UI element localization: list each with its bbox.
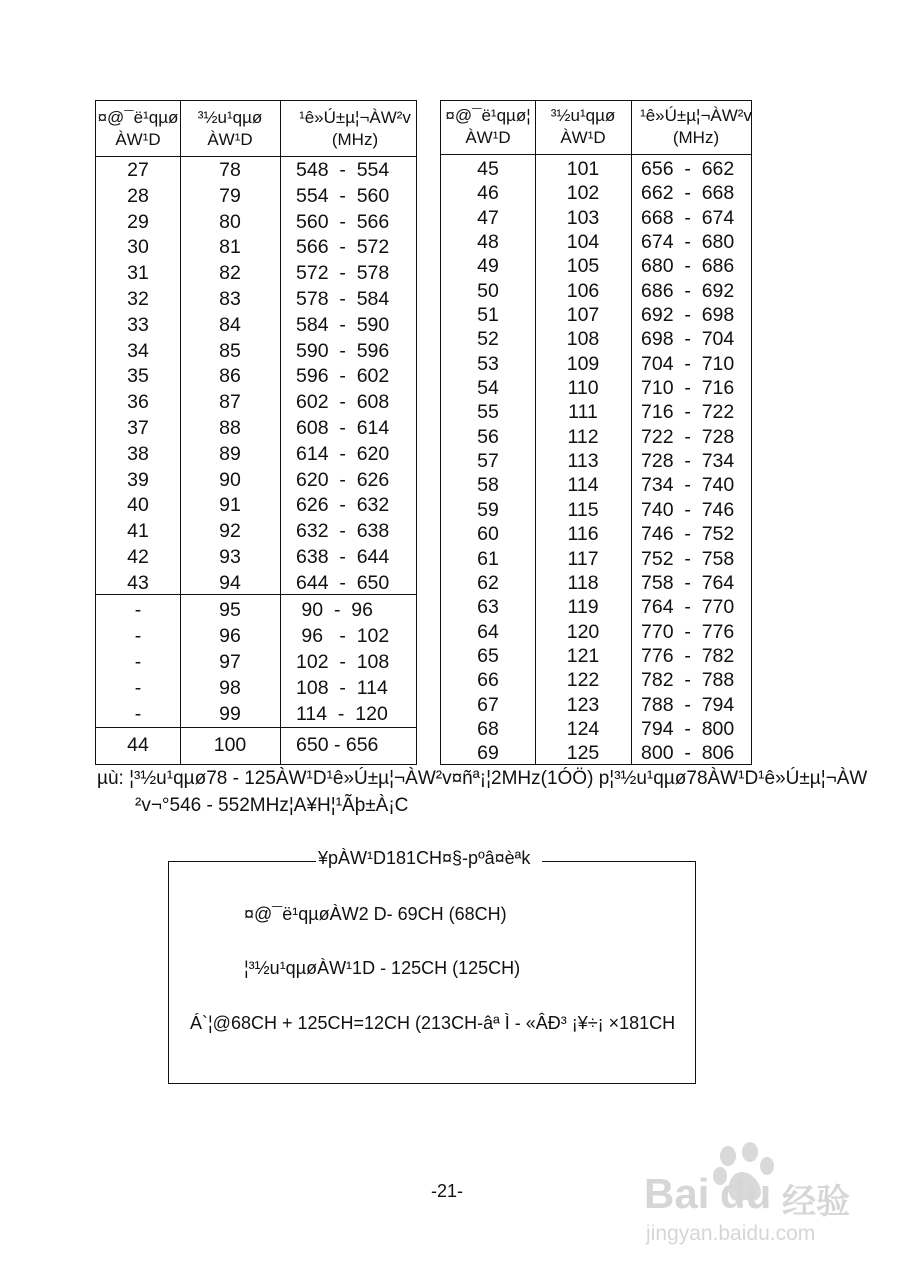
table-cell: - xyxy=(134,677,142,699)
table-cell: 764 - 770 xyxy=(641,596,735,619)
table-cell: 48 xyxy=(477,231,499,254)
last-row-frequency: 650 - 656 xyxy=(296,734,379,756)
table-cell: 36 xyxy=(127,391,149,414)
table-cell: 86 xyxy=(219,365,241,388)
table-cell: 117 xyxy=(567,547,599,570)
box-line-general-channels: ¤@¯ë¹qµøÀW2 D- 69CH (68CH) xyxy=(244,904,507,924)
table-cell: 107 xyxy=(566,304,600,327)
table-cell: 58 xyxy=(477,474,499,497)
table-cell: 114 xyxy=(567,474,599,497)
table-cell: 578 - 584 xyxy=(296,287,390,310)
table-cell: 95 xyxy=(219,599,241,621)
table-cell: 620 - 626 xyxy=(296,468,390,491)
table-cell: 770 - 776 xyxy=(641,620,735,643)
table-cell: 39 xyxy=(127,468,149,491)
table-cell: 56 xyxy=(477,425,499,448)
table-cell: 63 xyxy=(477,596,499,619)
table-cell: 108 - 114 xyxy=(296,677,388,699)
table-cell: 66 xyxy=(477,669,499,692)
table-cell: 57 xyxy=(477,450,499,473)
table-cell: 78 xyxy=(219,159,241,181)
general-channel-column xyxy=(96,158,180,597)
table-cell: 560 - 566 xyxy=(296,210,390,233)
table-cell: 109 xyxy=(566,352,600,375)
table-cell: 704 - 710 xyxy=(641,352,735,375)
table-cell: 119 xyxy=(567,596,599,619)
table-cell: 596 - 602 xyxy=(296,365,390,388)
table-cell: 51 xyxy=(477,304,499,327)
table-cell: 68 xyxy=(477,717,499,740)
table-cell: 668 - 674 xyxy=(641,206,735,229)
last-row-cable: 100 xyxy=(213,734,247,756)
table-cell: 46 xyxy=(477,182,499,205)
table-cell: 632 - 638 xyxy=(296,520,390,543)
table-cell: 656 - 662 xyxy=(641,158,735,180)
table-cell: 60 xyxy=(477,523,499,546)
table-cell: 84 xyxy=(219,313,241,336)
table-cell: 30 xyxy=(127,236,149,259)
table-cell: 41 xyxy=(127,520,149,543)
table-cell: - xyxy=(134,625,142,647)
table-cell: 115 xyxy=(567,498,599,521)
table-cell: 59 xyxy=(477,498,499,521)
cable-only-frequency-column xyxy=(296,597,416,727)
table-cell: 118 xyxy=(567,571,599,594)
table-cell: 38 xyxy=(127,442,149,465)
table-cell: 101 xyxy=(566,158,600,180)
table-cell: 92 xyxy=(219,520,241,543)
watermark-brand-right: du xyxy=(720,1170,772,1217)
table-cell: 89 xyxy=(219,442,241,465)
page-number: -21- xyxy=(431,1181,464,1201)
table-divider xyxy=(96,156,416,157)
table-cell: 32 xyxy=(127,287,149,310)
table-divider xyxy=(441,154,751,155)
table-cell: 103 xyxy=(566,206,600,229)
table-cell: 740 - 746 xyxy=(641,498,735,521)
table-cell: - xyxy=(134,599,142,621)
table-cell: 28 xyxy=(127,184,149,207)
table-cell: 125 xyxy=(566,742,600,765)
header-general-tv-channel: ¤@¯ë¹qµø ÀW¹D xyxy=(97,108,179,149)
table-cell: 614 - 620 xyxy=(296,442,390,465)
table-cell: 120 xyxy=(566,620,600,643)
table-cell: 123 xyxy=(566,693,600,716)
table-divider xyxy=(96,727,416,728)
table-cell: 102 xyxy=(566,182,600,205)
table-cell: 608 - 614 xyxy=(296,416,390,439)
table-cell: 69 xyxy=(477,742,499,765)
table-cell: 113 xyxy=(567,450,599,473)
table-cell: 42 xyxy=(127,545,149,568)
table-cell: 114 - 120 xyxy=(296,703,388,725)
table-cell: 52 xyxy=(477,328,499,351)
table-cell: 782 - 788 xyxy=(641,669,735,692)
table-cell: 97 xyxy=(219,651,241,673)
table-cell: 722 - 728 xyxy=(641,425,735,448)
table-cell: 27 xyxy=(127,159,149,181)
table-cell: 65 xyxy=(477,644,499,667)
table-cell: 602 - 608 xyxy=(296,391,390,414)
frequency-column xyxy=(641,157,751,766)
table-cell: 53 xyxy=(477,352,499,375)
table-cell: 566 - 572 xyxy=(296,236,390,259)
table-cell: - xyxy=(134,703,142,725)
table-cell: 752 - 758 xyxy=(641,547,735,570)
table-cell: 96 - 102 xyxy=(296,625,390,647)
left-channel-table xyxy=(95,100,417,765)
table-cell: 45 xyxy=(477,158,499,180)
table-cell: 80 xyxy=(219,210,241,233)
table-cell: 674 - 680 xyxy=(641,231,735,254)
table-cell: 47 xyxy=(477,206,499,229)
table-cell: 121 xyxy=(566,644,600,667)
table-cell: 122 xyxy=(566,669,600,692)
table-cell: 710 - 716 xyxy=(641,377,735,400)
general-channel-column xyxy=(441,157,535,766)
table-cell: 572 - 578 xyxy=(296,262,390,285)
footnote-line-2: ²v¬°546 - 552MHz¦A¥H¦¹Ãþ±À¡C xyxy=(135,795,409,816)
table-cell: 35 xyxy=(127,365,149,388)
table-cell: 82 xyxy=(219,262,241,285)
table-cell: 88 xyxy=(219,416,241,439)
cable-channel-column xyxy=(180,158,280,597)
table-cell: 626 - 632 xyxy=(296,494,390,517)
table-cell: 590 - 596 xyxy=(296,339,390,362)
table-divider xyxy=(631,101,632,764)
table-cell: 96 xyxy=(219,625,241,647)
table-cell: 116 xyxy=(567,523,599,546)
table-cell: 548 - 554 xyxy=(296,159,390,181)
box-title: ¥pÀW¹D181CH¤§-pºâ¤èªk xyxy=(318,848,531,868)
table-cell: 37 xyxy=(127,416,149,439)
cable-only-general-column xyxy=(96,597,180,727)
table-cell: 55 xyxy=(477,401,499,424)
box-line-cable-channels: ¦³½u¹qµøÀW¹1D - 125CH (125CH) xyxy=(244,958,521,978)
table-cell: 638 - 644 xyxy=(296,545,390,568)
table-cell: 584 - 590 xyxy=(296,313,390,336)
footnote-line-1: µù: ¦³½u¹qµø78 - 125ÀW¹D¹ê»Ú±µ¦¬ÀW²v¤ñª¡¦2MHz(1ÓÖ) p¦³½u¹qµø78ÀW¹D¹ê»Ú±µ¦¬ÀW xyxy=(97,768,868,789)
table-cell: 746 - 752 xyxy=(641,523,735,546)
watermark-brand-cn: 经验 xyxy=(782,1183,850,1221)
table-divider xyxy=(280,101,281,764)
table-cell: 644 - 650 xyxy=(296,571,390,594)
last-row-general: 44 xyxy=(127,734,149,756)
table-cell: 34 xyxy=(127,339,149,362)
table-cell: 99 xyxy=(219,703,241,725)
table-cell: 728 - 734 xyxy=(641,450,735,473)
table-cell: 106 xyxy=(566,279,600,302)
table-cell: 776 - 782 xyxy=(641,644,735,667)
table-cell: 94 xyxy=(219,571,241,594)
table-cell: 110 xyxy=(567,377,599,400)
table-cell: 102 - 108 xyxy=(296,651,390,673)
table-cell: 54 xyxy=(477,377,499,400)
table-cell: 758 - 764 xyxy=(641,571,735,594)
watermark-brand-left: Bai xyxy=(644,1170,710,1217)
frequency-column xyxy=(296,158,416,597)
table-cell: 40 xyxy=(127,494,149,517)
header-general-tv-channel: ¤@¯ë¹qµø¦ ÀW¹D xyxy=(445,106,531,147)
right-channel-table xyxy=(440,100,752,765)
watermark-url: jingyan.baidu.com xyxy=(646,1222,816,1245)
table-cell: 105 xyxy=(566,255,600,278)
table-cell: 680 - 686 xyxy=(641,255,735,278)
table-cell: 111 xyxy=(568,401,598,424)
table-cell: 686 - 692 xyxy=(641,279,735,302)
table-cell: 50 xyxy=(477,279,499,302)
table-cell: 692 - 698 xyxy=(641,304,735,327)
header-cable-tv-channel: ³½u¹qµø ÀW¹D xyxy=(197,108,263,149)
table-cell: 98 xyxy=(219,677,241,699)
table-cell: 67 xyxy=(477,693,499,716)
table-cell: 104 xyxy=(566,231,600,254)
table-cell: 83 xyxy=(219,287,241,310)
table-cell: 85 xyxy=(219,339,241,362)
header-frequency: ¹ê»Ú±µ¦¬ÀW²v (MHz) xyxy=(640,106,752,147)
table-cell: 124 xyxy=(566,717,600,740)
table-cell: 734 - 740 xyxy=(641,474,735,497)
table-cell: 33 xyxy=(127,313,149,336)
table-cell: 61 xyxy=(477,547,499,570)
table-cell: 64 xyxy=(477,620,499,643)
table-cell: 81 xyxy=(219,236,241,259)
table-cell: 29 xyxy=(127,210,149,233)
table-cell: 800 - 806 xyxy=(641,742,735,765)
table-cell: 49 xyxy=(477,255,499,278)
table-cell: - xyxy=(134,651,142,673)
table-cell: 698 - 704 xyxy=(641,328,735,351)
cable-only-cable-column xyxy=(180,597,280,727)
table-cell: 62 xyxy=(477,571,499,594)
table-cell: 91 xyxy=(219,494,241,517)
table-cell: 79 xyxy=(219,184,241,207)
table-cell: 662 - 668 xyxy=(641,182,735,205)
table-cell: 43 xyxy=(127,571,149,594)
table-cell: 90 xyxy=(219,468,241,491)
table-cell: 112 xyxy=(567,425,599,448)
header-frequency: ¹ê»Ú±µ¦¬ÀW²v (MHz) xyxy=(299,108,411,149)
table-cell: 108 xyxy=(566,328,600,351)
table-cell: 93 xyxy=(219,545,241,568)
table-cell: 794 - 800 xyxy=(641,717,735,740)
box-line-total: Á`¦@68CH + 125CH=12CH (213CH-âª Ì - «ÂÐ³ ¡¥÷¡ ×181CH xyxy=(190,1013,676,1033)
table-cell: 554 - 560 xyxy=(296,184,390,207)
table-cell: 716 - 722 xyxy=(641,401,735,424)
table-cell: 31 xyxy=(127,262,149,285)
table-cell: 87 xyxy=(219,391,241,414)
table-cell: 90 - 96 xyxy=(296,599,373,621)
header-cable-tv-channel: ³½u¹qµø ÀW¹D xyxy=(550,106,616,147)
table-cell: 788 - 794 xyxy=(641,693,735,716)
cable-channel-column xyxy=(535,157,631,766)
